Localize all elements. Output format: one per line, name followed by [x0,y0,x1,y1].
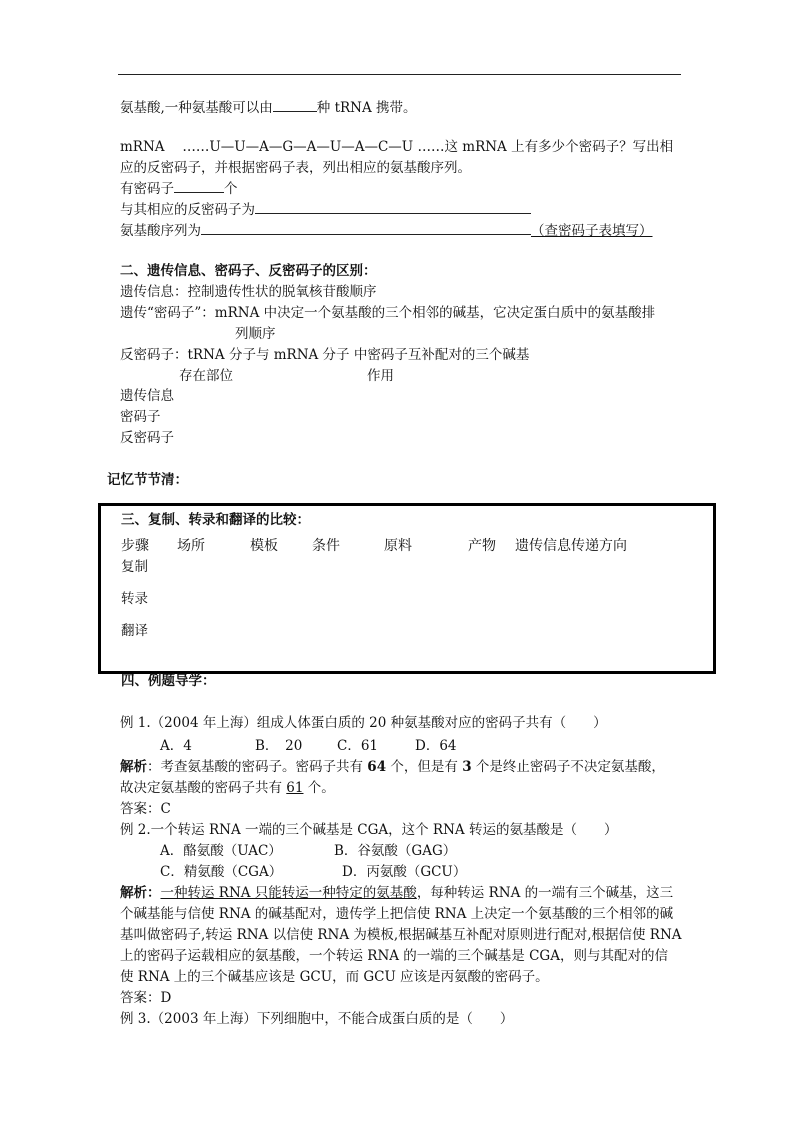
example-2-explanation-line-3: 基叫做密码子,转运 RNA 以信使 RNA 为模板,根据碱基互补配对原则进行配对,根据信使 RNA [120,927,682,943]
explanation-text: ：考查氨基酸的密码子。密码子共有 [147,759,368,775]
example-1-option-a: A．4 [160,738,192,754]
aa-sequence-line [120,222,653,240]
anticodon-blank [255,201,531,214]
row-codon: 密码子 [120,409,161,425]
mrna-question-line-1: mRNA ……U—U—A—G—A—U—A—C—U ……这 mRNA 上有多少个密码子？写出相 [120,139,674,155]
aa-sequence-hint: （查密码子表填写） [531,223,653,239]
row-transcription: 转录 [121,591,148,607]
header-step: 步骤 [121,538,149,554]
example-1-option-b: B． 20 [255,738,303,754]
trna-blank [273,99,317,112]
trna-carry-line [120,99,417,117]
mrna-question-line-2: 应的反密码子，并根据密码子表，列出相应的氨基酸序列。 [120,160,471,176]
explanation-text: 个。 [303,780,335,796]
codon-def-line-2: 列顺序 [235,326,276,342]
header-product: 产物 [468,538,496,554]
example-1-option-d: D．64 [415,738,457,754]
section-2-title: 二、遗传信息、密码子、反密码子的区别： [120,263,377,279]
codon-count-label: 有密码子 [120,181,174,197]
explanation-number: 64 [367,759,387,775]
row-translation: 翻译 [121,623,148,639]
example-1-answer: 答案：C [120,801,171,817]
example-2-explanation-line-1 [120,884,673,902]
header-location: 场所 [177,538,205,554]
example-2-explanation-line-5: 使 RNA 上的三个碱基应该是 GCU，而 GCU 应该是丙氨酸的密码子。 [120,969,549,985]
example-3-question: 例 3.（2003 年上海）下列细胞中，不能合成蛋白质的是（ ） [120,1011,514,1027]
codon-count-unit: 个 [224,181,238,197]
example-2-explanation-line-2: 个碱基能与信使 RNA 的碱基配对，遗传学上把信使 RNA 上决定一个氨基酸的三个相邻的碱 [120,906,674,922]
codon-def-line-1: 遗传“密码子”：mRNA 中决定一个氨基酸的三个相邻的碱基，它决定蛋白质中的氨基酸排 [120,305,656,321]
explanation-key-point: 一种转运 RNA 只能转运一种特定的氨基酸 [160,885,417,901]
anticodon-line [120,201,531,219]
example-2-explanation-line-4: 上的密码子运载相应的氨基酸，一个转运 RNA 的一端的三个碱基是 CGA，则与其配对的信 [120,948,668,964]
example-2-option-a: A．酪氨酸（UAC） [160,843,282,859]
example-2-option-c: C．精氨酸（CGA） [160,864,283,880]
header-conditions: 条件 [312,538,340,554]
example-1-question: 例 1.（2004 年上海）组成人体蛋白质的 20 种氨基酸对应的密码子共有（ ） [120,715,607,731]
example-1-explanation-line-1 [120,758,665,776]
explanation-text: ，每种转运 RNA 的一端有三个碱基，这三 [416,885,674,901]
col-function: 作用 [367,368,394,384]
memory-heading: 记忆节节清： [107,472,188,488]
codon-count-line [120,180,238,198]
example-2-option-b: B．谷氨酸（GAG） [334,843,457,859]
example-2-answer: 答案：D [120,990,172,1006]
example-1-option-c: C．61 [337,738,379,754]
explanation-text: 个是终止密码子不决定氨基酸， [471,759,665,775]
section-4-title: 四、例题导学： [121,673,216,689]
example-1-explanation-line-2 [120,779,335,797]
header-materials: 原料 [384,538,412,554]
header-template: 模板 [250,538,278,554]
row-genetic-info: 遗传信息 [120,388,174,404]
explanation-number: 3 [462,759,472,775]
example-2-question: 例 2.一个转运 RNA 一端的三个碱基是 CGA，这个 RNA 转运的氨基酸是（ ） [120,822,618,838]
anticodon-label: 与其相应的反密码子为 [120,202,255,218]
col-location: 存在部位 [179,368,233,384]
explanation-label: 解析： [120,885,161,901]
row-replication: 复制 [121,559,148,575]
explanation-number: 61 [286,780,304,796]
header-direction: 遗传信息传递方向 [515,538,627,554]
anticodon-def: 反密码子：tRNA 分子与 mRNA 分子 中密码子互补配对的三个碱基 [120,347,530,363]
explanation-label: 解析 [120,759,147,775]
aa-sequence-label: 氨基酸序列为 [120,223,201,239]
example-2-option-d: D．丙氨酸（GCU） [342,864,467,880]
explanation-text: 个，但是有 [386,759,463,775]
codon-count-blank [174,180,224,193]
trna-carry-text-a: 氨基酸,一种氨基酸可以由 [120,100,273,116]
trna-carry-text-b: 种 tRNA 携带。 [316,100,417,116]
header-rule [118,74,681,75]
genetic-info-def: 遗传信息：控制遗传性状的脱氧核苷酸顺序 [120,284,377,300]
row-anticodon: 反密码子 [120,430,174,446]
explanation-text: 故决定氨基酸的密码子共有 [120,780,287,796]
aa-sequence-blank [201,222,531,235]
section-3-title: 三、复制、转录和翻译的比较： [121,512,310,528]
